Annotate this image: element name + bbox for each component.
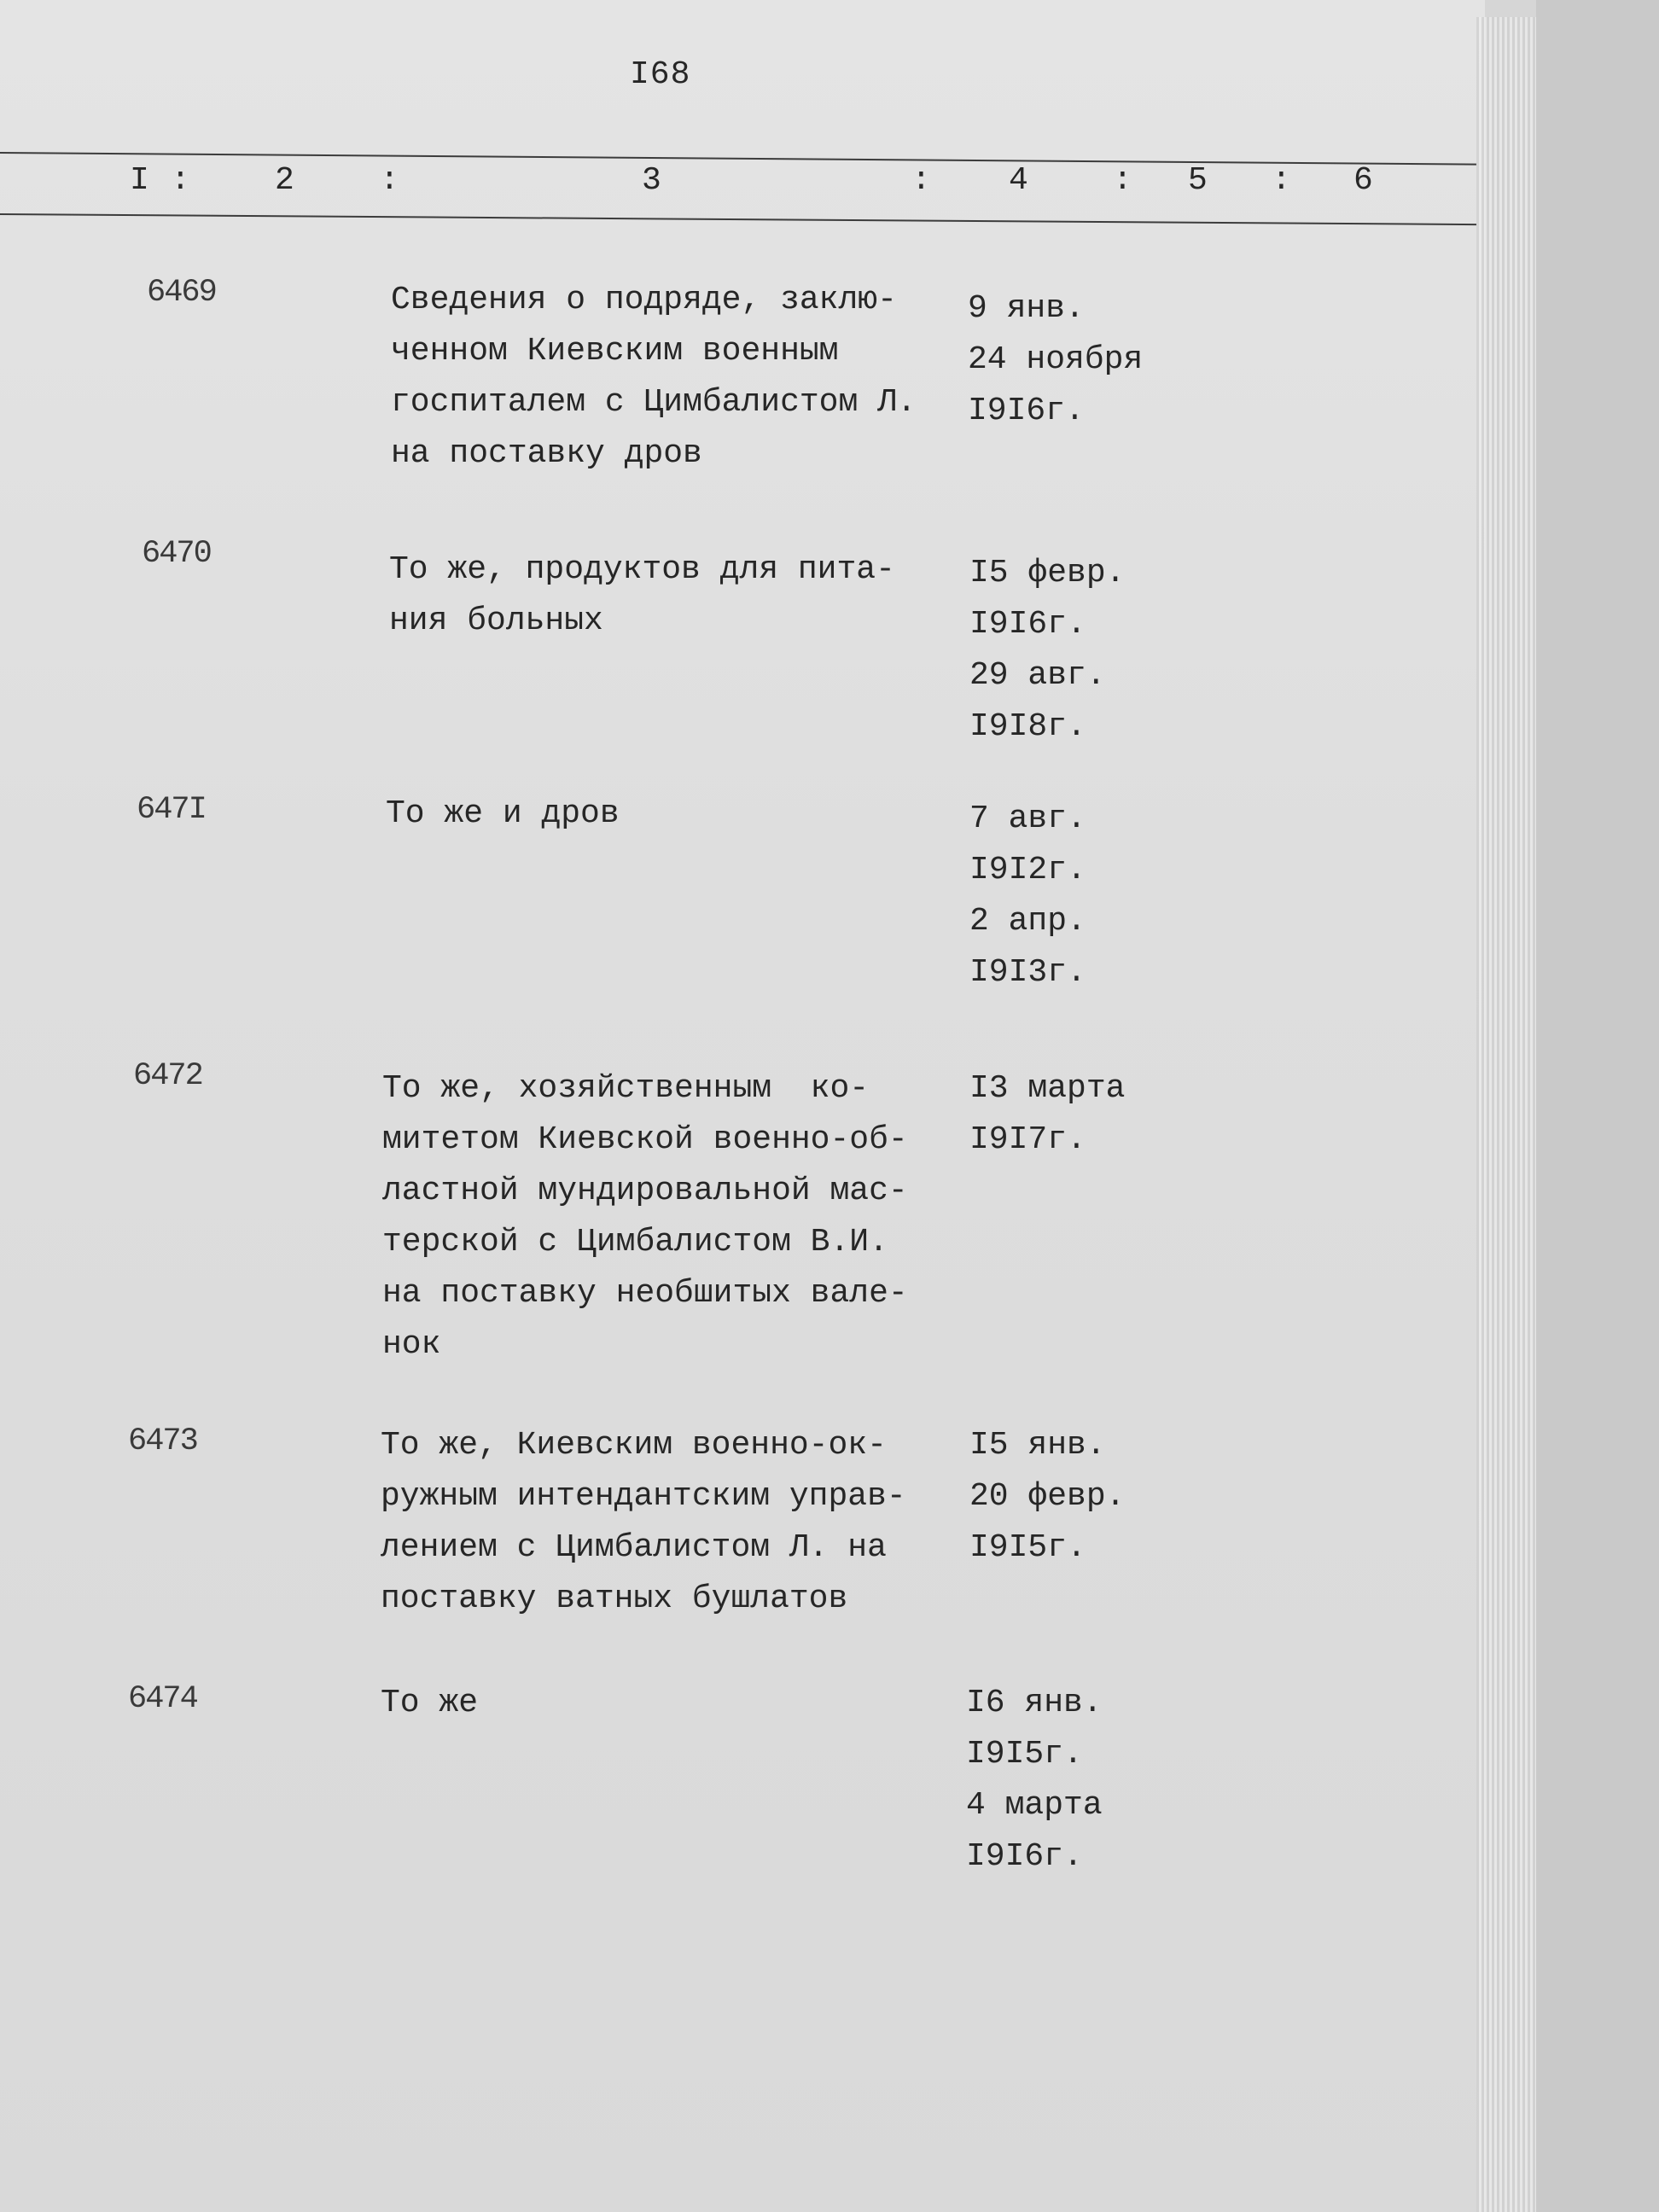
entry-number: 6470 (142, 536, 211, 572)
entry-number: 6473 (128, 1423, 197, 1459)
entry-number: 6474 (128, 1681, 197, 1717)
column-header-2: 2 (275, 162, 294, 199)
column-separator: : (1272, 162, 1291, 199)
entry-description: То же, продуктов для пита- ния больных (389, 551, 895, 639)
column-header-1: I (130, 162, 149, 199)
entry-dates: I5 янв. 20 февр. I9I5г. (969, 1427, 1126, 1566)
entry-dates: 9 янв. 24 ноября I9I6г. (968, 290, 1144, 429)
entry-number: 6469 (147, 275, 216, 311)
entry-description: То же, Киевским военно-ок- ружным интендантским управ- лением с Цимбалистом Л. на поставку ватных бушлатов (381, 1427, 906, 1617)
column-header-6: 6 (1353, 162, 1373, 199)
entry-description: То же и дров (386, 795, 620, 832)
backdrop (1536, 0, 1659, 2212)
column-separator: : (911, 162, 931, 199)
column-separator: : (171, 162, 190, 199)
entry-number: 647I (137, 792, 206, 828)
page-number: I68 (630, 56, 691, 93)
entry-dates: I6 янв. I9I5г. 4 марта I9I6г. (966, 1685, 1103, 1875)
column-header-4: 4 (1009, 162, 1028, 199)
entry-description: Сведения о подряде, заклю- ченном Киевским военным госпиталем с Цимбалистом Л. на поставку дров (391, 282, 917, 472)
entry-dates: I3 марта I9I7г. (969, 1070, 1126, 1158)
page-stack-edge (1476, 17, 1536, 2212)
entry-description: То же, хозяйственным ко- митетом Киевской военно-об- ластной мундировальной мас- терской с Цимбалистом В.И. на поставку необшитых вале- нок (382, 1070, 908, 1363)
column-header-5: 5 (1188, 162, 1208, 199)
entry-description: То же (381, 1685, 479, 1721)
column-separator: : (380, 162, 399, 199)
column-separator: : (1113, 162, 1132, 199)
entry-dates: 7 авг. I9I2г. 2 апр. I9I3г. (969, 800, 1086, 991)
entry-number: 6472 (133, 1058, 202, 1094)
entry-dates: I5 февр. I9I6г. 29 авг. I9I8г. (969, 555, 1126, 745)
column-header-3: 3 (642, 162, 661, 199)
